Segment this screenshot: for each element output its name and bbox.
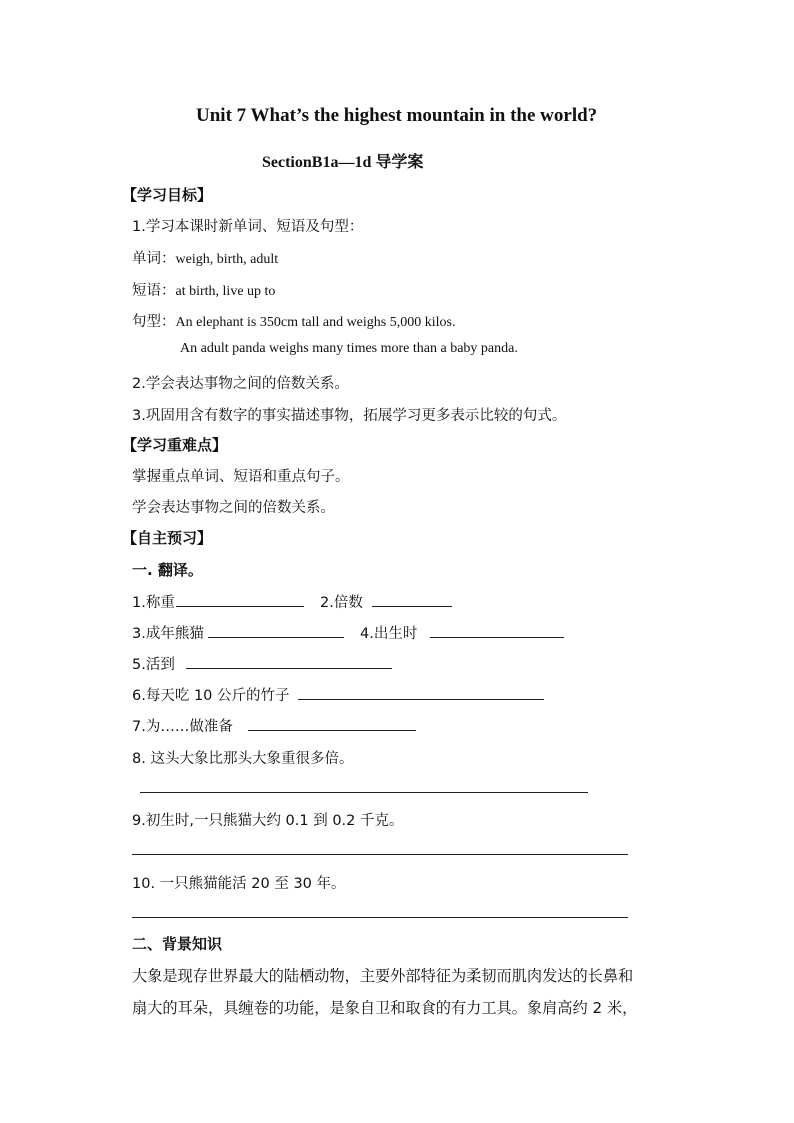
sentence-2: An adult panda weighs many times more than a baby panda. <box>180 341 518 356</box>
background-paragraph-line-1: 大象是现存世界最大的陆栖动物，主要外部特征为柔韧而肌肉发达的长鼻和 <box>132 967 634 985</box>
question-3-label: 3.成年熊猫 <box>132 626 204 642</box>
answer-blank-3[interactable] <box>208 637 344 638</box>
answer-line-9[interactable] <box>132 854 628 855</box>
key-points-line-1: 掌握重点单词、短语和重点句子。 <box>132 469 350 485</box>
goals-item-3: 3.巩固用含有数字的事实描述事物，拓展学习更多表示比较的句式。 <box>132 408 567 424</box>
goals-item-2: 2.学会表达事物之间的倍数关系。 <box>132 376 349 392</box>
words-list: weigh, birth, adult <box>175 252 279 267</box>
answer-line-8[interactable] <box>140 792 588 793</box>
question-8-label: 8. 这头大象比那头大象重很多倍。 <box>132 751 354 767</box>
answer-blank-1[interactable] <box>176 606 304 607</box>
answer-blank-2[interactable] <box>372 606 452 607</box>
words-row <box>132 247 278 268</box>
answer-blank-4[interactable] <box>430 637 564 638</box>
key-points-heading: 【学习重难点】 <box>122 436 228 454</box>
question-2-label: 2.倍数 <box>320 595 363 611</box>
phrases-list: at birth, live up to <box>175 284 276 299</box>
key-points-line-2: 学会表达事物之间的倍数关系。 <box>132 500 335 516</box>
question-6-label: 6.每天吃 10 公斤的竹子 <box>132 688 290 704</box>
sentence-1: An elephant is 350cm tall and weighs 5,000 kilos. <box>175 315 456 330</box>
question-5-label: 5.活到 <box>132 657 175 673</box>
answer-line-10[interactable] <box>132 917 628 918</box>
page-subtitle: SectionB1a—1d 导学案 <box>262 154 424 171</box>
phrases-label: 短语： <box>132 283 176 299</box>
answer-blank-5[interactable] <box>186 668 392 669</box>
background-paragraph-line-2: 扇大的耳朵，具缠卷的功能，是象自卫和取食的有力工具。象肩高约 2 米， <box>132 999 638 1017</box>
sentences-label: 句型： <box>132 314 176 330</box>
question-1-label: 1.称重 <box>132 595 175 611</box>
answer-blank-6[interactable] <box>298 699 544 700</box>
phrases-row <box>132 279 275 300</box>
goals-heading: 【学习目标】 <box>122 186 213 204</box>
translation-section-title: 一. 翻译。 <box>132 561 203 579</box>
question-10-label: 10. 一只熊猫能活 20 至 30 年。 <box>132 876 346 892</box>
sentences-row <box>132 310 455 331</box>
question-4-label: 4.出生时 <box>360 626 418 642</box>
preview-heading: 【自主预习】 <box>122 529 213 547</box>
question-9-label: 9.初生时,一只熊猫大约 0.1 到 0.2 千克。 <box>132 813 404 829</box>
page-title: Unit 7 What’s the highest mountain in the world? <box>196 105 598 126</box>
answer-blank-7[interactable] <box>248 730 416 731</box>
background-heading: 二、背景知识 <box>132 935 223 953</box>
question-7-label: 7.为……做准备 <box>132 719 233 735</box>
goals-item-1: 1.学习本课时新单词、短语及句型： <box>132 219 364 235</box>
words-label: 单词： <box>132 251 176 267</box>
